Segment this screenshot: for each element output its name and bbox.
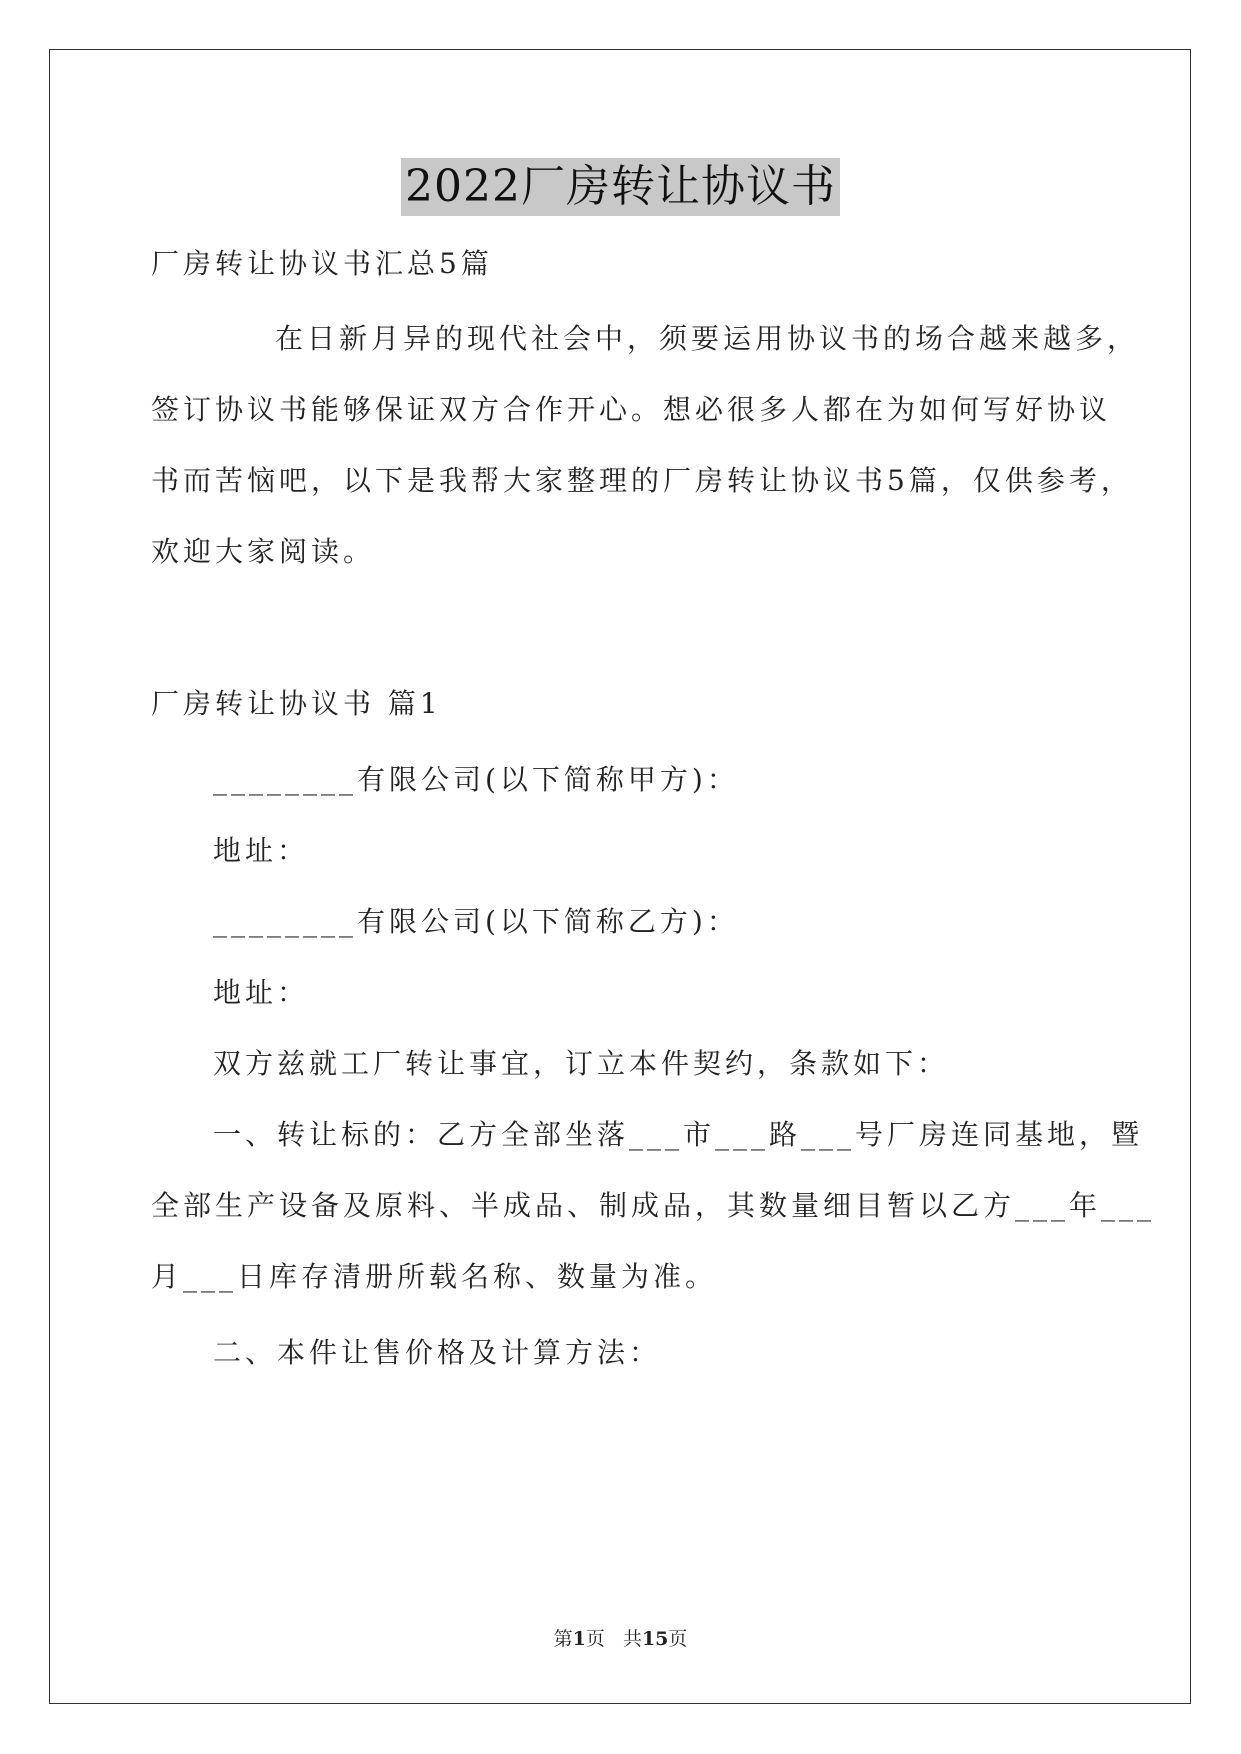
party-b-address: 地址： (213, 976, 310, 1009)
party-a-address: 地址： (213, 834, 310, 867)
footer-suffix: 页 (668, 1628, 688, 1650)
intro-line-4: 欢迎大家阅读。 (151, 535, 376, 568)
footer-total-pages: 15 (641, 1628, 669, 1650)
intro-line-3: 书而苦恼吧，以下是我帮大家整理的厂房转让协议书5篇，仅供参考， (151, 464, 1133, 497)
preamble-line: 双方兹就工厂转让事宜，订立本件契约，条款如下： (213, 1047, 950, 1080)
clause1-line-2: 全部生产设备及原料、半成品、制成品，其数量细目暂以乙方___年___ (151, 1189, 1156, 1222)
footer-middle: 页 共 (585, 1628, 642, 1650)
document-title (0, 158, 1241, 216)
party-a-line: ________有限公司(以下简称甲方)： (213, 763, 739, 796)
intro-line-1: 在日新月异的现代社会中，须要运用协议书的场合越来越多， (275, 322, 1140, 355)
page-footer (0, 1627, 1241, 1651)
document-title-text: 2022厂房转让协议书 (401, 158, 840, 216)
clause1-line-3: 月___日库存清册所载名称、数量为准。 (151, 1260, 718, 1293)
document-subtitle: 厂房转让协议书汇总5篇 (151, 247, 493, 280)
page-border (49, 49, 1191, 1704)
section-heading: 厂房转让协议书 篇1 (151, 687, 442, 720)
clause2-line: 二、本件让售价格及计算方法： (213, 1336, 662, 1369)
intro-line-2: 签订协议书能够保证双方合作开心。想必很多人都在为如何写好协议 (151, 393, 1112, 426)
clause1-line-1: 一、转让标的：乙方全部坐落___市___路___号厂房连同基地，暨 (213, 1118, 1144, 1151)
footer-page-number: 1 (572, 1628, 586, 1650)
party-b-line: ________有限公司(以下简称乙方)： (213, 905, 739, 938)
footer-prefix: 第 (553, 1628, 573, 1650)
